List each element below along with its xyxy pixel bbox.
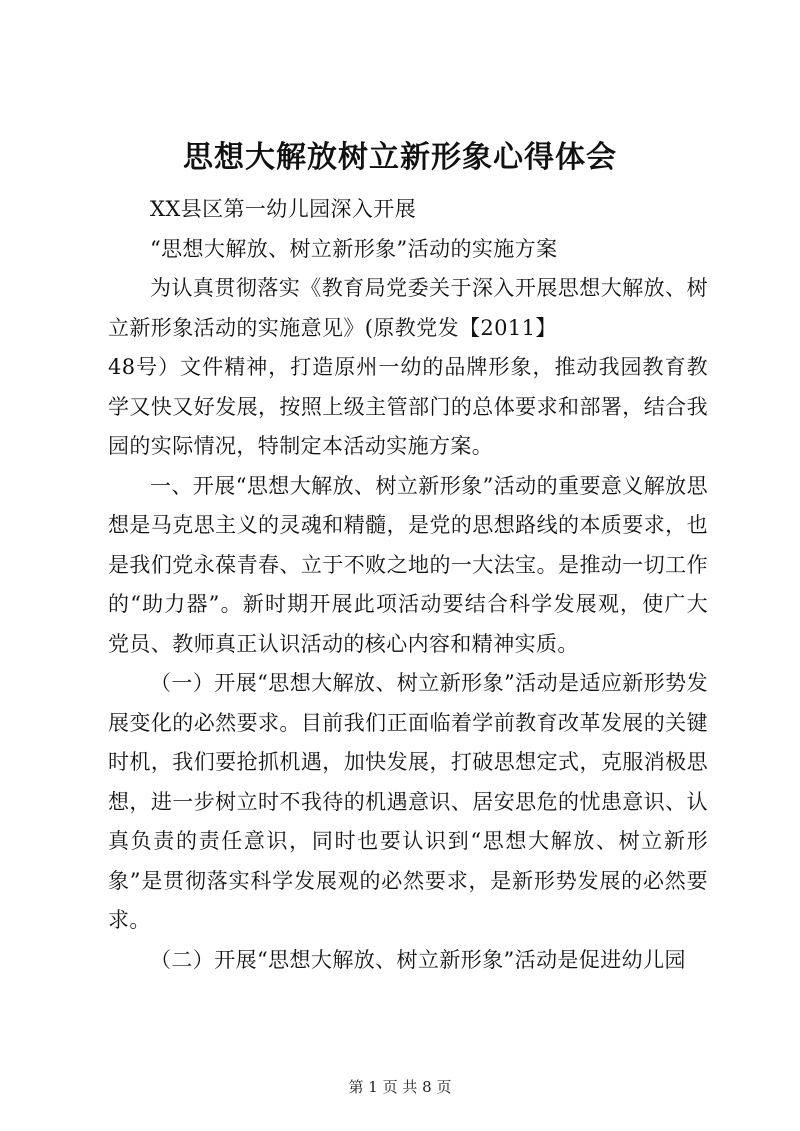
paragraph-subsection-one: （一）开展“思想大解放、树立新形象”活动是适应新形势发展变化的必然要求。目前我们正面临着学前教育改革发展的关键时机，我们要抢抓机遇，加快发展，打破思想定式，克服消极思想，进一步树立时不我待的机遇意识、居安思危的忧患意识、认真负责的责任意识，同时也要认识到“思想大解放、树立新形象”是贯彻落实科学发展观的必然要求，是新形势发展的必然要求。 [108, 671, 708, 932]
page-number-footer: 第 1 页 共 8 页 [348, 1078, 452, 1096]
paragraph-document-spirit: 48号）文件精神，打造原州一幼的品牌形象，推动我园教育教学又快又好发展，按照上级主管部门的总体要求和部署，结合我园的实际情况，特制定本活动实施方案。 [108, 355, 708, 458]
paragraph-subsection-two: （二）开展“思想大解放、树立新形象”活动是促进幼儿园 [150, 947, 686, 972]
document-body [108, 190, 708, 980]
paragraph-section-one: 一、开展“思想大解放、树立新形象”活动的重要意义解放思想是马克思主义的灵魂和精髓，是党的思想路线的本质要求，也是我们党永葆青春、立于不败之地的一大法宝。是推动一切工作的“助力器”。新时期开展此项活动要结合科学发展观，使广大党员、教师真正认识活动的核心内容和精神实质。 [108, 473, 708, 656]
document-title: 思想大解放树立新形象心得体会 [183, 140, 617, 175]
paragraph-intro: 为认真贯彻落实《教育局党委关于深入开展思想大解放、树立新形象活动的实施意见》(原教党发【2011】 [108, 276, 708, 340]
paragraph-subtitle-1: XX县区第一幼儿园深入开展 [150, 197, 417, 221]
paragraph-subtitle-2: “思想大解放、树立新形象”活动的实施方案 [150, 236, 558, 261]
